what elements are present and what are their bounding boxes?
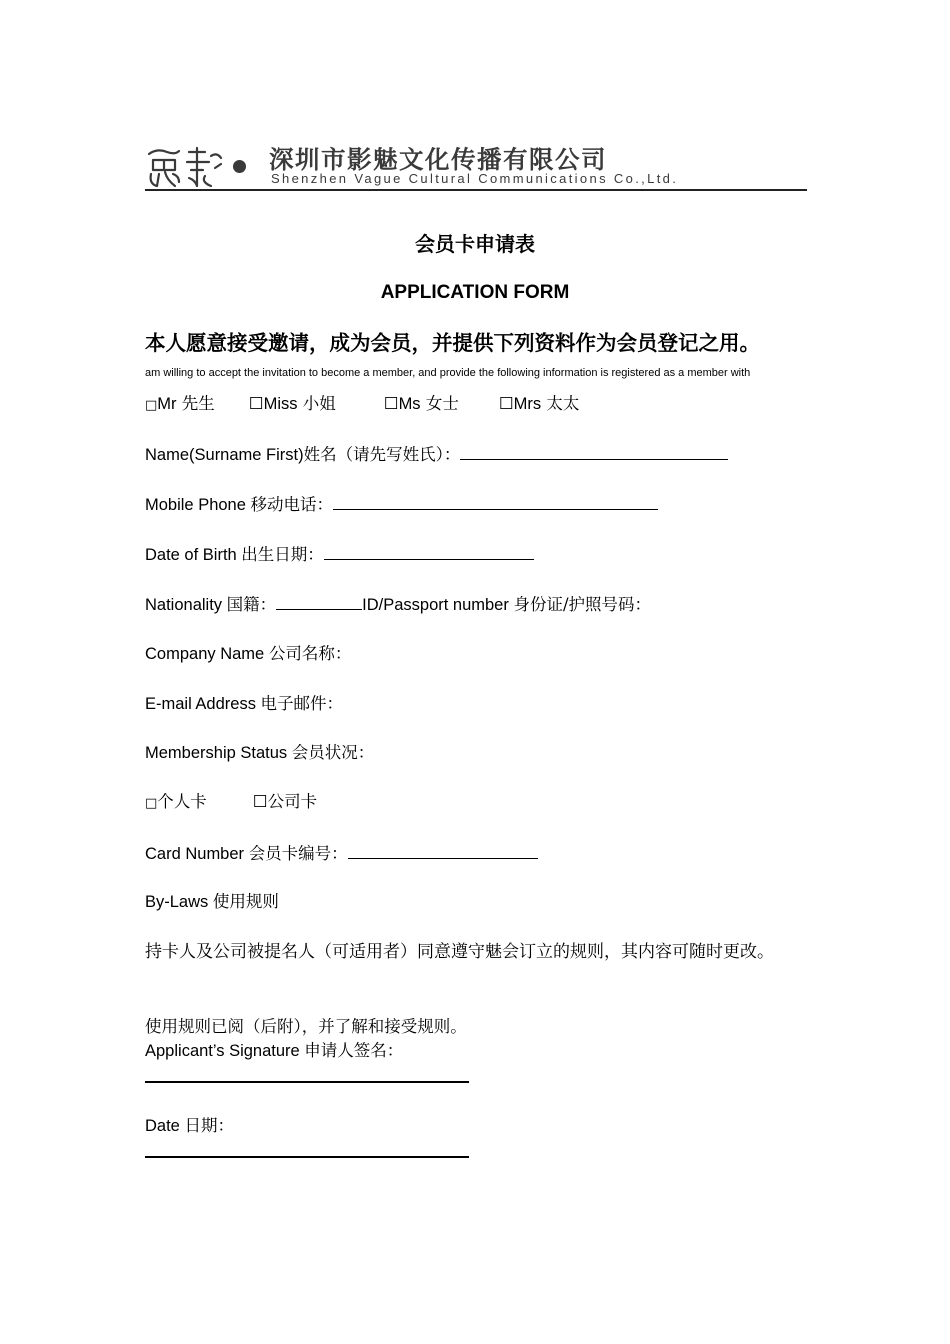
checkbox-icon[interactable]: ☐	[252, 792, 268, 811]
signature-input-line[interactable]	[145, 1081, 469, 1083]
salutation-options	[145, 393, 579, 417]
dob-field-row	[145, 543, 534, 566]
date-field-row	[145, 1115, 234, 1137]
intro-statement-cn: 本人愿意接受邀请，成为会员，并提供下列资料作为会员登记之用。	[145, 331, 760, 355]
dob-label-en: Date of Birth	[145, 546, 242, 564]
membership-label-en: Membership Status	[145, 744, 292, 762]
card-number-input-line[interactable]	[348, 842, 538, 859]
date-label-en: Date	[145, 1117, 185, 1135]
dob-input-line[interactable]	[324, 543, 534, 560]
card-type-company[interactable]: ☐公司卡	[252, 792, 318, 811]
mobile-field-row	[145, 493, 658, 516]
card-number-field-row	[145, 842, 538, 865]
membership-field-row	[145, 742, 374, 764]
checkbox-icon[interactable]: ☐	[248, 394, 264, 413]
nationality-field-row	[145, 593, 651, 616]
signature-label-en: Applicant’s Signature	[145, 1042, 305, 1060]
company-label-en: Company Name	[145, 645, 269, 663]
company-name-cn: 深圳市影魅文化传播有限公司	[269, 145, 607, 174]
mobile-input-line[interactable]	[333, 493, 658, 510]
checkbox-icon[interactable]: ☐	[498, 394, 514, 413]
bylaws-agreement-text: 持卡人及公司被提名人（可适用者）同意遵守魅会订立的规则，其内容可随时更改。	[145, 942, 774, 962]
salutation-mr[interactable]: □Mr 先生	[145, 394, 215, 413]
name-label-en: Name(Surname First)	[145, 446, 304, 464]
signature-field-row	[145, 1040, 403, 1062]
nationality-input-line[interactable]	[276, 593, 362, 610]
company-name-en: Shenzhen Vague Cultural Communications Co.,Ltd.	[271, 171, 679, 186]
salutation-miss[interactable]: ☐Miss 小姐	[248, 394, 336, 413]
company-field-row	[145, 643, 351, 665]
bylaws-heading	[145, 891, 279, 913]
signature-label-cn: 申请人签名：	[304, 1041, 404, 1060]
nationality-label-en: Nationality	[145, 596, 227, 614]
letterhead	[145, 140, 807, 192]
card-number-label-en: Card Number	[145, 845, 249, 863]
id-label-cn: 身份证/护照号码：	[513, 595, 651, 614]
email-label-cn: 电子邮件：	[260, 694, 344, 713]
date-label-cn: 日期：	[184, 1116, 234, 1135]
company-label-cn: 公司名称：	[268, 644, 352, 663]
email-label-en: E-mail Address	[145, 695, 261, 713]
name-field-row	[145, 443, 728, 466]
bylaws-read-statement: 使用规则已阅（后附），并了解和接受规则。	[145, 1017, 467, 1036]
form-title-en: APPLICATION FORM	[380, 282, 570, 303]
name-input-line[interactable]	[460, 443, 728, 460]
form-title-cn: 会员卡申请表	[415, 232, 535, 256]
bylaws-label-en: By-Laws	[145, 893, 213, 911]
card-type-personal[interactable]: □个人卡	[145, 792, 207, 811]
bylaws-label-cn: 使用规则	[212, 892, 279, 911]
email-field-row	[145, 693, 343, 715]
checkbox-icon[interactable]: □	[145, 796, 158, 811]
salutation-mrs[interactable]: ☐Mrs 太太	[498, 394, 580, 413]
date-input-line[interactable]	[145, 1156, 469, 1158]
id-label-en: ID/Passport number	[362, 596, 514, 614]
company-logo-icon	[145, 146, 225, 188]
salutation-ms[interactable]: ☐Ms 女士	[383, 394, 459, 413]
card-number-label-cn: 会员卡编号：	[248, 844, 348, 863]
membership-label-cn: 会员状况：	[291, 743, 375, 762]
mobile-label-cn: 移动电话：	[250, 495, 333, 514]
checkbox-icon[interactable]: ☐	[383, 394, 399, 413]
card-type-options	[145, 791, 317, 815]
mobile-label-en: Mobile Phone	[145, 496, 251, 514]
header-divider	[145, 189, 807, 191]
nationality-label-cn: 国籍：	[226, 595, 277, 614]
logo-dot-separator	[233, 160, 246, 173]
checkbox-icon[interactable]: □	[145, 398, 158, 413]
dob-label-cn: 出生日期：	[241, 545, 324, 564]
intro-statement-en: am willing to accept the invitation to become a member, and provide the following information is registered as a member with	[145, 367, 751, 379]
name-label-cn: 姓名（请先写姓氏）：	[303, 445, 461, 464]
